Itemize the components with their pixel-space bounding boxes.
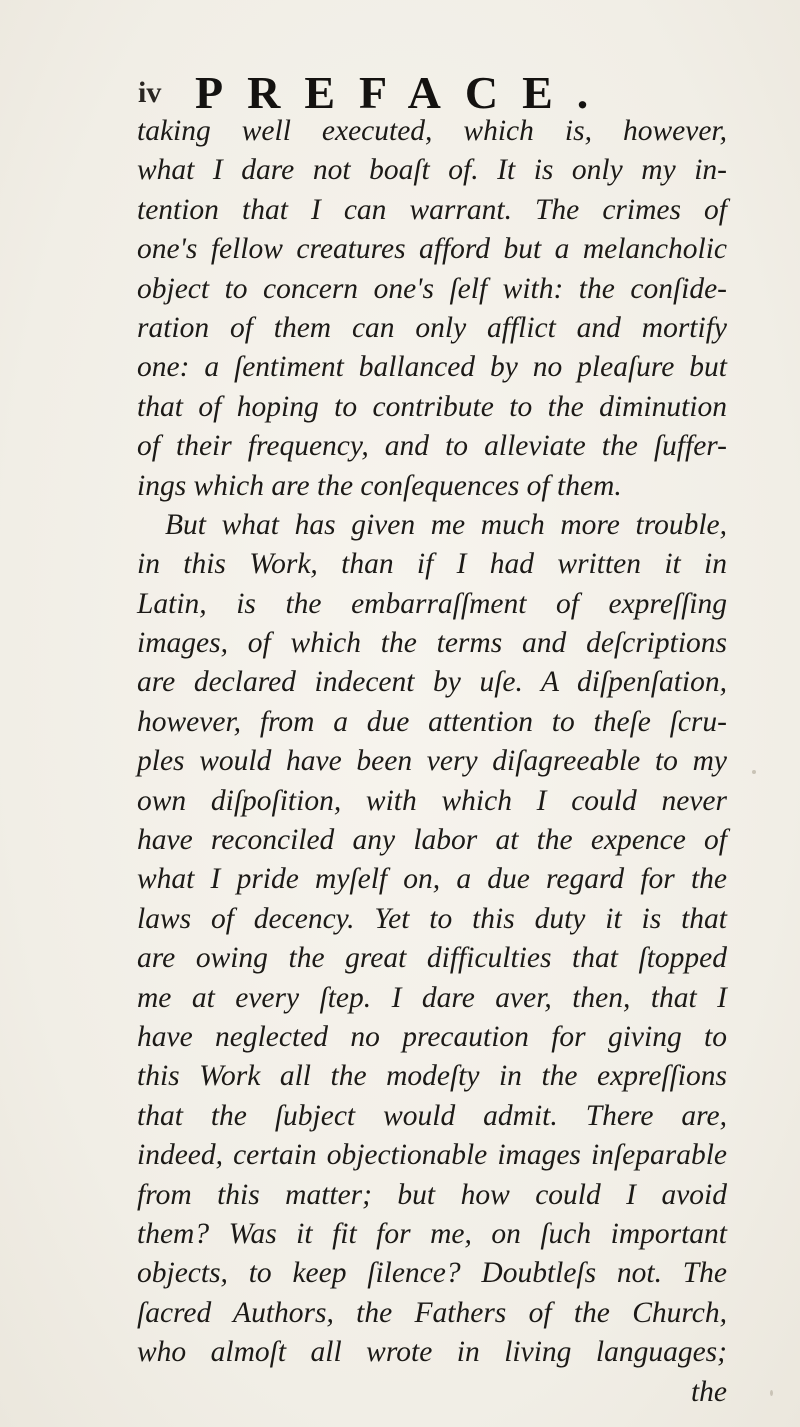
text-line: own diſpoſition, with which I could never	[137, 784, 727, 817]
text-line: what I dare not boaſt of. It is only my in-	[137, 154, 727, 187]
paragraph-start-line: But what has given me much more trouble,	[165, 508, 727, 541]
text-line: them? Was it fit for me, on ſuch important	[137, 1217, 727, 1250]
text-line: tention that I can warrant. The crimes of	[137, 193, 727, 226]
text-line: Latin, is the embarraſſment of expreſſing	[137, 587, 727, 620]
text-line: one: a ſentiment ballanced by no pleaſure but	[137, 351, 727, 384]
text-line: are owing the great difficulties that ſtopped	[137, 942, 727, 975]
text-line: have reconciled any labor at the expence of	[137, 824, 727, 857]
paper-speck	[770, 1390, 773, 1396]
body-text	[137, 112, 727, 1412]
text-line: one's fellow creatures afford but a melancholic	[137, 233, 727, 266]
text-line: what I pride myſelf on, a due regard for the	[137, 863, 727, 896]
text-line: laws of decency. Yet to this duty it is that	[137, 902, 727, 935]
paper-speck	[752, 770, 756, 774]
text-line: taking well executed, which is, however,	[137, 115, 727, 147]
catchword: the	[690, 1375, 727, 1408]
text-line: images, of which the terms and deſcriptions	[137, 627, 727, 660]
text-line: that of hoping to contribute to the diminution	[137, 390, 727, 423]
text-line: me at every ſtep. I dare aver, then, that I	[137, 981, 727, 1014]
text-line: that the ſubject would admit. There are,	[137, 1099, 727, 1132]
text-line: have neglected no precaution for giving to	[137, 1020, 727, 1053]
text-line: who almoſt all wrote in living languages;	[137, 1336, 727, 1369]
text-line: from this matter; but how could I avoid	[137, 1178, 727, 1211]
text-line: ſacred Authors, the Fathers of the Church,	[137, 1296, 727, 1329]
page-number: iv	[138, 76, 162, 109]
running-head: PREFACE.	[195, 67, 613, 118]
text-line: in this Work, than if I had written it in	[137, 548, 727, 581]
text-line: ings which are the conſequences of them.	[137, 469, 622, 502]
text-line: objects, to keep ſilence? Doubtleſs not. The	[137, 1257, 727, 1290]
text-line: indeed, certain objectionable images inſeparable	[137, 1139, 727, 1172]
text-line: however, from a due attention to theſe ſcru-	[137, 705, 727, 738]
page-header	[0, 66, 800, 116]
text-line: ration of them can only afflict and mortify	[137, 311, 727, 344]
text-line: ples would have been very diſagreeable to my	[137, 745, 727, 778]
text-line: of their frequency, and to alleviate the ſuffer-	[137, 430, 727, 463]
text-line: are declared indecent by uſe. A diſpenſation,	[137, 666, 727, 699]
text-line: object to concern one's ſelf with: the conſide-	[137, 272, 727, 305]
text-line: this Work all the modeſty in the expreſſions	[137, 1060, 727, 1093]
